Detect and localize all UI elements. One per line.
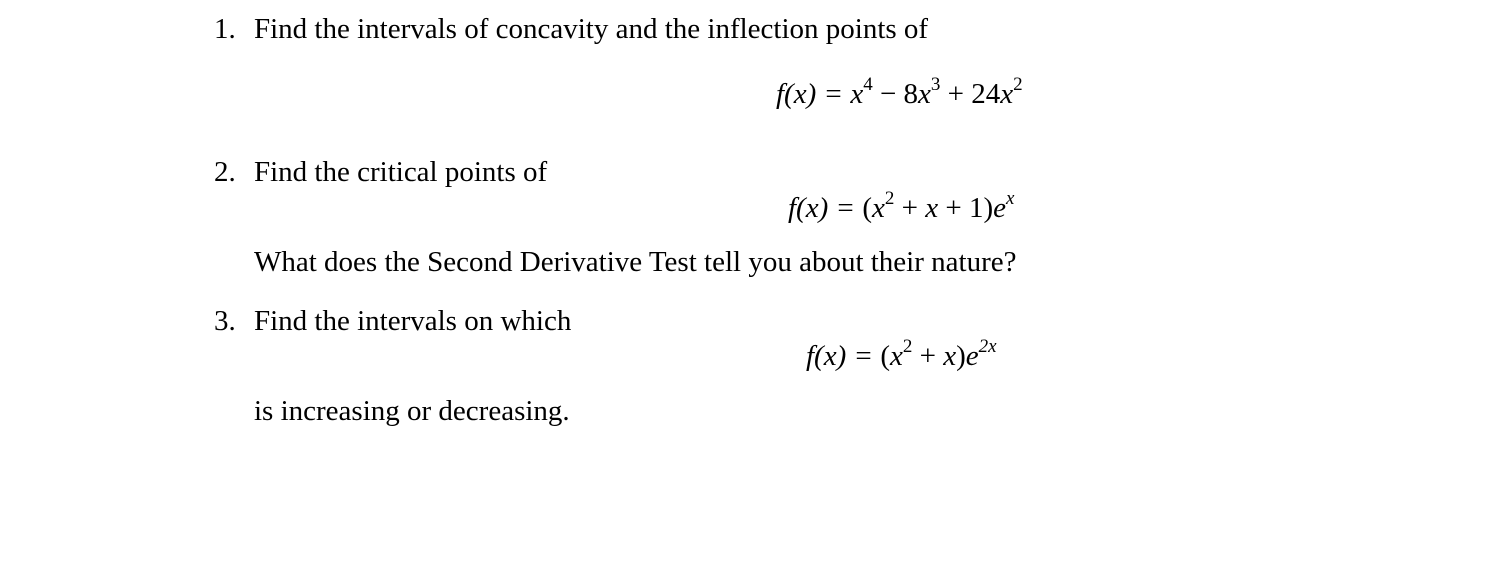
- problem-1-number: 1.: [214, 13, 236, 45]
- problem-3-number: 3.: [214, 305, 236, 337]
- problem-1-equation: $f(x) = x^4 - 8x^3 + 24x^2$: [776, 74, 1023, 110]
- problem-2-followup: What does the Second Derivative Test tell you about their nature?: [254, 246, 1017, 278]
- problem-2-equation: $f(x) = (x^2 + x + 1)e^x$: [788, 188, 1015, 224]
- problem-2-number: 2.: [214, 156, 236, 188]
- problem-3-text: Find the intervals on which: [254, 305, 572, 337]
- problem-3-followup: is increasing or decreasing.: [254, 395, 570, 427]
- problem-1-text: Find the intervals of concavity and the inflection points of: [254, 13, 929, 45]
- problem-3-equation: $f(x) = (x^2 + x)e^{2x}$: [806, 336, 997, 372]
- problem-2-text: Find the critical points of: [254, 156, 548, 188]
